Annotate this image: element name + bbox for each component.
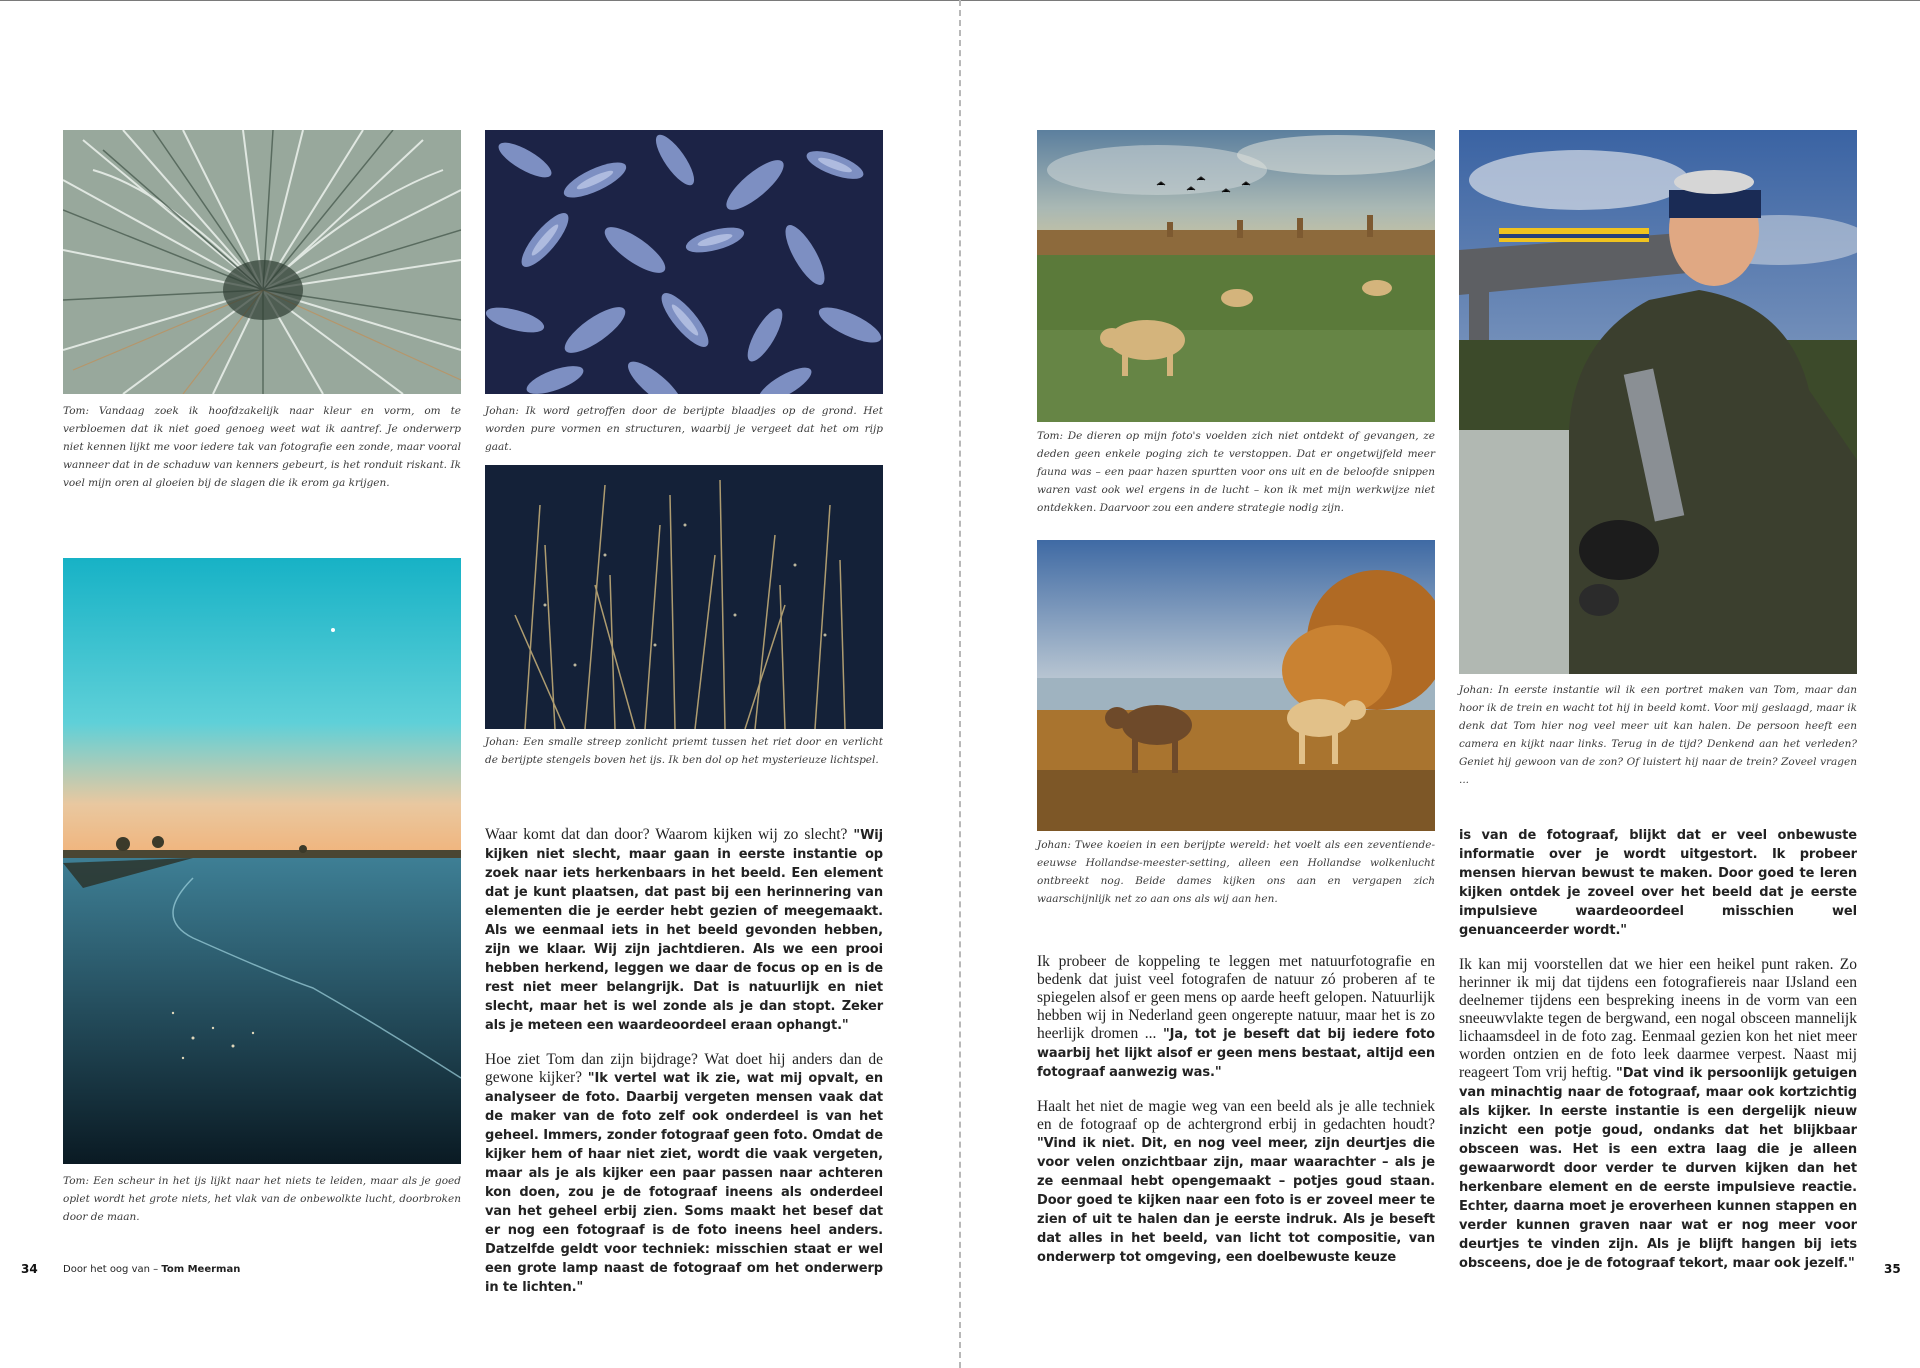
caption-cows2: Johan: Twee koeien in een berijpte wereld: het voelt als een zeventiende-eeuwse Hollandse-meester-setting, alleen een Hollandse wolkenlucht ontbreekt nog. Beide dames kijken ons aan en vergapen zich waarschijnlijk net zo aan ons als wij aan hen. [1037,839,1435,905]
article-column-1 [485,826,883,1313]
article-paragraph: Ik kan mij voorstellen dat we hier een heikel punt raken. Zo herinner ik mij dat tijdens een fotografiereis naar IJsland een deelnemer tijdens een bespreking ineens in de vorm van een sneeuwvlakte tegen de bergwand, een nogal obsceen mannelijk lichaamsdeel in de foto zag. Eenmaal gezien kon het niet meer worden ontzien en de foto leek daarmee verpest. Naast mij reageert Tom vrij heftig. "Dat vind ik persoonlijk getuigen van minachtig naar de fotograaf, maar ook kortzichtig als kijker. In eerste instantie is een dergelijk nieuw inzicht een potje goud, ondanks dat het blijkbaar obsceen was. Het is een extra laag die je alleen gewaarwordt door verder te durven kijken dan het herkenbare element en de eerste impulsieve reactie. Echter, daarna moet je eroverheen kunnen stappen en verder kunnen graven naar wat er nog meer voor deurtjes te vinden zijn. Als je blijft hangen bij iets obsceens, doe je de fotograaf tekort, maar ook jezelf." [1459,956,1857,1271]
article-column-2 [1037,953,1435,1283]
caption-reeds: Johan: Een smalle streep zonlicht priemt tussen het riet door en verlicht de berijpte stengels boven het ijs. Ik ben dol op het mysterieuze lichtspel. [485,736,883,766]
photo-cows-frost [1037,540,1435,831]
article-paragraph: Ik probeer de koppeling te leggen met natuurfotografie en bedenk dat juist veel fotografen de natuur zó proberen af te spiegelen alsof er geen mens op aarde heeft gelopen. Natuurlijk hebben wij in Nederland geen ongerepte natuur, maar het is zo heerlijk dromen ... "Ja, tot je beseft dat bij iedere foto waarbij het lijkt alsof er geen mens bestaat, altijd een fotograaf aanwezig was." [1037,953,1436,1080]
page-number-left: 34 [21,1262,38,1276]
photo-ice-crack [63,558,461,1164]
photo-reeds-ice [485,465,883,729]
page-number-right: 35 [1884,1262,1901,1276]
photo-portrait-train [1459,130,1857,674]
article-paragraph: Haalt het niet de magie weg van een beeld als je alle techniek en de fotograaf op de achtergrond erbij in gedachten houdt? "Vind ik niet. Dit, en nog veel meer, zijn deurtjes die voor velen onzichtbaar zijn, maar waarachter – als je ze eenmaal hebt opengemaakt – potjes goud staan. Door goed te kijken naar een foto is er zoveel meer te zien of uit te halen dan je eerste indruk. Als je beseft dat alles in het beeld, van licht tot compositie, van onderwerp tot omgeving, een doelbewuste keuze [1037,1098,1435,1265]
caption-portrait: Johan: In eerste instantie wil ik een portret maken van Tom, maar dan hoor ik de trein en wacht tot hij in beeld komt. Voor mij geslaagd, maar ik denk dat Tom hier nog veel meer uit kan halen. De persoon heeft een camera en kijkt naar links. Terug in de tijd? Denkend aan het verleden? Geniet hij gewoon van de zon? Of luistert hij naar de trein? Zoveel vragen ... [1459,684,1857,786]
caption-frost: Johan: Ik word getroffen door de berijpte blaadjes op de grond. Het worden pure vormen en structuren, waarbij je vergeet dat het om rijp gaat. [485,405,883,453]
article-column-3 [1459,826,1857,1289]
photo-frosted-leaves [485,130,883,394]
caption-grass: Tom: Vandaag zoek ik hoofdzakelijk naar kleur en vorm, om te verbloemen dat ik niet goed genoeg weet wat ik aantref. Je onderwerp niet kennen lijkt me voor iedere tak van fotografie een zonde, maar vooral wanneer dat in de schaduw van kenners gebeurt, is het ronduit riskant. Ik voel mijn oren al gloeien bij de slagen die ik erom ga krijgen. [63,405,461,489]
caption-cows1: Tom: De dieren op mijn foto's voelden zich niet ontdekt of gevangen, ze deden geen enkele poging zich te verstoppen. Dat er ongetwijfeld meer fauna was – een paar hazen spurtten voor ons uit en de beloofde snippen waren vast ook wel ergens in de lucht – kon ik met mijn werkwijze niet ontdekken. Daarvoor zou een andere strategie nodig zijn. [1037,430,1435,514]
article-paragraph: Waar komt dat dan door? Waarom kijken wij zo slecht? "Wij kijken niet slecht, maar gaan in eerste instantie op zoek naar iets herkenbaars in het beeld. Een element dat je kunt plaatsen, dat past bij een herinnering van elementen die je eerder hebt gezien of meegemaakt. Als we eenmaal iets in het beeld gevonden hebben, zijn we klaar. Wij zijn jachtdieren. Als we een prooi hebben herkend, leggen we daar de focus op en is de rest niet meer belangrijk. Dat is natuurlijk en niet slecht, maar het is wel zonde als je dan stopt. Zeker als je meteen een waardeoordeel eraan ophangt." [485,826,884,1033]
photo-frosted-grass [63,130,461,394]
running-footer: Door het oog van – Tom Meerman [63,1264,241,1275]
caption-ice: Tom: Een scheur in het ijs lijkt naar het niets te leiden, maar als je goed oplet wordt het grote niets, het vlak van de onbewolkte lucht, doorbroken door de maan. [63,1175,461,1223]
page-fold [959,0,961,1368]
article-paragraph: is van de fotograaf, blijkt dat er veel onbewuste informatie over je wordt uitgestort. Ik probeer mensen hiervan bewust te maken. Door goed te leren kijken ontdek je zoveel over het beeld dat je eerste impulsieve waardeoordeel misschien wel genuanceerder wordt." [1459,828,1857,938]
article-paragraph: Hoe ziet Tom dan zijn bijdrage? Wat doet hij anders dan de gewone kijker? "Ik vertel wat ik zie, wat mij opvalt, en analyseer de foto. Daarbij vergeten mensen vaak dat de maker van de foto zelf ook onderdeel is van het geheel. Immers, zonder fotograaf geen foto. Omdat de kijker hem of haar niet ziet, wordt die vaak vergeten, maar als je als kijker een paar passen naar achteren kon doen, zou je de fotograaf ineens als onderdeel van het geheel erbij zien. Soms maakt het besef dat er nog een fotograaf is de foto ineens heel anders. Datzelfde geldt voor techniek: misschien staat er wel een grote lamp naast de fotograaf om het onderwerp in te lichten." [485,1051,884,1295]
photo-cows-field [1037,130,1435,422]
